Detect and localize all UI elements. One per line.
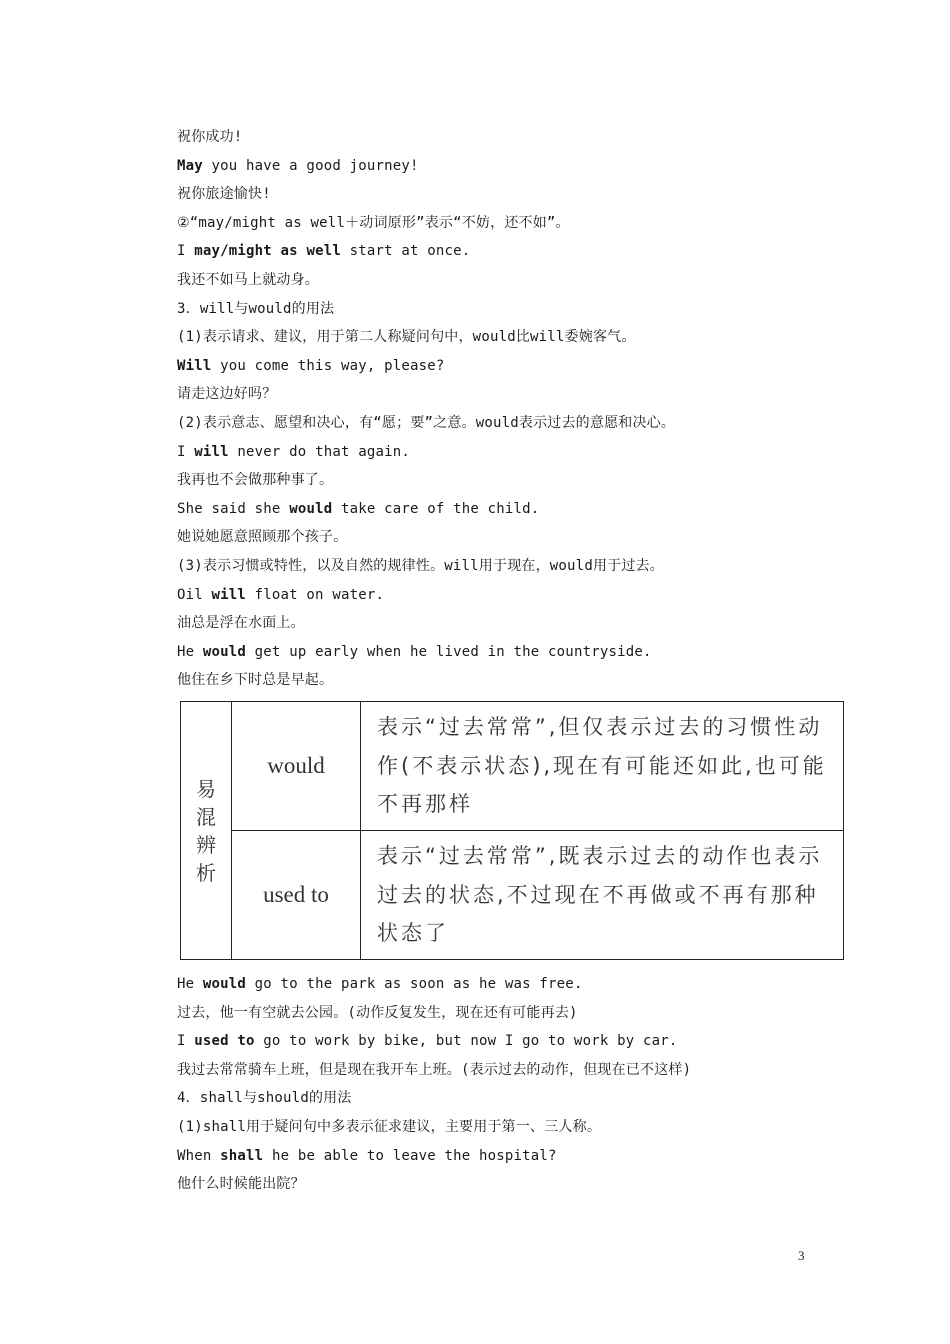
text-line: [177, 523, 857, 552]
text-line: [177, 438, 857, 467]
text-line: [177, 1113, 857, 1142]
bold-term: will: [194, 443, 229, 460]
text-line: [177, 466, 857, 495]
text-segment: 我还不如马上就动身。: [177, 271, 319, 288]
desc-used-to: 表示“过去常常”,既表示过去的动作也表示过去的状态,不过现在不再做或不再有那种状态了: [361, 831, 844, 960]
text-segment: 我再也不会做那种事了。: [177, 472, 334, 489]
text-line: [177, 1027, 857, 1056]
text-line: [177, 552, 857, 581]
bold-term: Will: [177, 357, 212, 374]
text-line: [177, 152, 857, 181]
text-line: [177, 209, 857, 238]
text-segment: 祝你旅途愉快!: [177, 186, 271, 203]
text-block-top: [177, 123, 857, 695]
term-would: would: [232, 702, 361, 831]
table-label-cell: [181, 702, 232, 960]
bold-term: May: [177, 157, 203, 174]
text-line: [177, 123, 857, 152]
text-segment: get up early when he lived in the countryside.: [246, 643, 652, 660]
text-segment: I: [177, 1033, 195, 1050]
text-segment: When: [177, 1147, 221, 1164]
table-row: [181, 831, 844, 960]
text-segment: ②“may/might as well＋动词原形”表示“不妨，还不如”。: [177, 214, 570, 231]
desc-would: 表示“过去常常”,但仅表示过去的习惯性动作(不表示状态),现在有可能还如此,也可能不再那样: [361, 702, 844, 831]
bold-term: would: [202, 643, 247, 660]
text-segment: 油总是浮在水面上。: [177, 615, 305, 632]
text-segment: 4．shall与should的用法: [177, 1090, 352, 1107]
bold-term: may/might as well: [194, 243, 341, 260]
text-segment: never do that again.: [228, 443, 410, 460]
text-line: [177, 970, 857, 999]
text-segment: 他什么时候能出院？: [177, 1176, 305, 1193]
text-segment: (2)表示意志、愿望和决心，有“愿；要”之意。would表示过去的意愿和决心。: [177, 414, 676, 431]
text-line: [177, 1056, 857, 1085]
text-block-bottom: [177, 970, 857, 1199]
bold-term: would: [202, 976, 247, 992]
term-used-to: used to: [232, 831, 361, 960]
text-line: [177, 237, 857, 266]
text-segment: I: [177, 243, 195, 260]
text-line: [177, 999, 857, 1028]
label-char: 易: [196, 776, 216, 801]
text-segment: 祝你成功!: [177, 129, 243, 145]
text-line: [177, 266, 857, 295]
text-line: [177, 180, 857, 209]
text-line: [177, 323, 857, 352]
text-line: [177, 1170, 857, 1199]
bold-term: will: [211, 586, 247, 603]
text-segment: he be able to leave the hospital?: [263, 1147, 557, 1164]
text-line: [177, 666, 857, 695]
text-line: [177, 352, 857, 381]
text-line: [177, 1142, 857, 1171]
text-segment: 过去，他一有空就去公园。(动作反复发生，现在还有可能再去): [177, 1004, 578, 1021]
text-segment: He: [177, 976, 203, 992]
text-segment: 我过去常常骑车上班，但是现在我开车上班。(表示过去的动作，但现在已不这样): [177, 1061, 692, 1078]
text-segment: 她说她愿意照顾那个孩子。: [177, 529, 348, 546]
text-segment: go to work by bike, but now I go to work by car.: [254, 1033, 678, 1050]
text-segment: you come this way, please?: [211, 357, 445, 374]
bold-term: shall: [220, 1147, 264, 1164]
text-segment: start at once.: [340, 243, 471, 260]
text-line: [177, 380, 857, 409]
comparison-table: [180, 701, 844, 960]
text-segment: Oil: [177, 586, 212, 603]
label-char: 析: [196, 860, 216, 885]
page-number: 3: [798, 1248, 805, 1263]
text-segment: 他住在乡下时总是早起。: [177, 672, 334, 689]
text-segment: 3．will与would的用法: [177, 300, 335, 317]
text-segment: go to the park as soon as he was free.: [246, 976, 583, 992]
text-line: [177, 609, 857, 638]
label-char: 混: [196, 804, 216, 829]
bold-term: would: [289, 500, 333, 517]
text-segment: (1)shall用于疑问句中多表示征求建议，主要用于第一、三人称。: [177, 1118, 602, 1135]
text-segment: 请走这边好吗？: [177, 386, 277, 403]
text-segment: She said she: [177, 500, 290, 517]
label-char: 辨: [196, 832, 216, 857]
text-line: [177, 409, 857, 438]
text-line: [177, 1084, 857, 1113]
text-segment: (3)表示习惯或特性，以及自然的规律性。will用于现在，would用于过去。: [177, 557, 664, 574]
text-line: [177, 295, 857, 324]
text-line: [177, 495, 857, 524]
bold-term: used to: [194, 1033, 255, 1050]
text-line: [177, 581, 857, 610]
text-segment: you have a good journey!: [202, 157, 419, 174]
table-row: [181, 702, 844, 831]
text-segment: take care of the child.: [332, 500, 540, 517]
text-segment: I: [177, 443, 195, 460]
text-segment: (1)表示请求、建议，用于第二人称疑问句中，would比will委婉客气。: [177, 329, 636, 346]
text-line: [177, 638, 857, 667]
text-segment: He: [177, 643, 203, 660]
text-segment: float on water.: [246, 586, 385, 603]
